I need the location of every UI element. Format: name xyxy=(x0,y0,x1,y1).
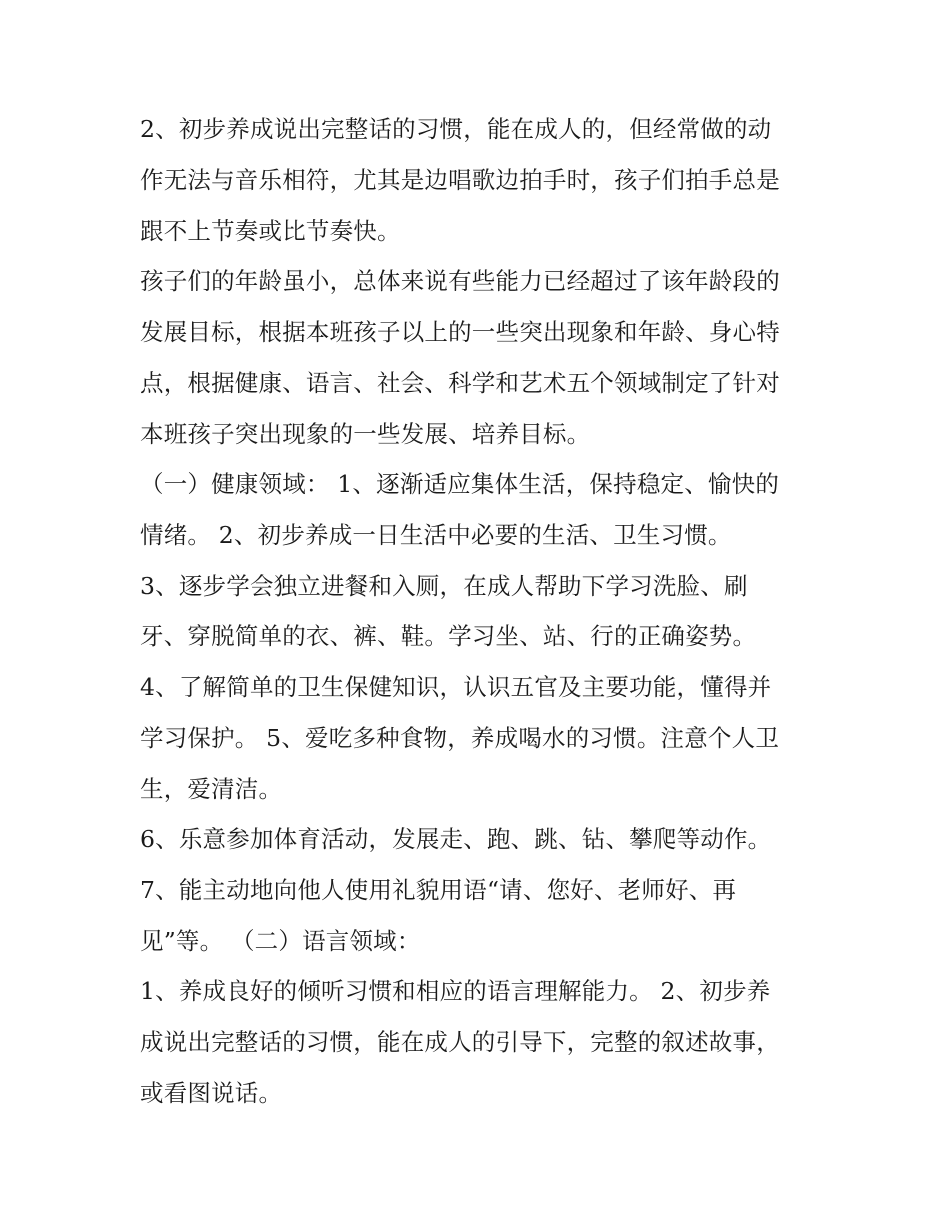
text-line: 见”等。 （二）语言领域： xyxy=(140,927,421,955)
text-line: 7、能主动地向他人使用礼貌用语“请、您好、老师好、再 xyxy=(140,876,737,904)
text-line: 牙、穿脱简单的衣、裤、鞋。学习坐、站、行的正确姿势。 xyxy=(140,622,757,650)
text-line: 1、养成良好的倾听习惯和相应的语言理解能力。 2、初步养 xyxy=(140,977,771,1005)
text-line: 发展目标，根据本班孩子以上的一些突出现象和年龄、身心特 xyxy=(140,318,780,346)
text-line: 作无法与音乐相符，尤其是边唱歌边拍手时，孩子们拍手总是 xyxy=(140,166,780,194)
text-line: 或看图说话。 xyxy=(140,1079,283,1107)
text-line: 成说出完整话的习惯，能在成人的引导下，完整的叙述故事， xyxy=(140,1028,780,1056)
text-line: 本班孩子突出现象的一些发展、培养目标。 xyxy=(140,420,591,448)
text-line: 学习保护。 5、爱吃多种食物，养成喝水的习惯。注意个人卫 xyxy=(140,724,780,752)
text-line: 生，爱清洁。 xyxy=(140,775,283,803)
text-line: （一）健康领域： 1、逐渐适应集体生活，保持稳定、愉快的 xyxy=(140,470,780,498)
text-line: 4、了解简单的卫生保健知识，认识五官及主要功能，懂得并 xyxy=(140,673,772,701)
text-line: 跟不上节奏或比节奏快。 xyxy=(140,217,401,245)
text-line: 孩子们的年龄虽小，总体来说有些能力已经超过了该年龄段的 xyxy=(140,267,780,295)
text-line: 6、乐意参加体育活动，发展走、跑、跳、钻、攀爬等动作。 xyxy=(140,825,772,853)
text-line: 2、初步养成说出完整话的习惯，能在成人的，但经常做的动 xyxy=(140,115,772,143)
text-line: 3、逐步学会独立进餐和入厕，在成人帮助下学习洗脸、刷 xyxy=(140,572,748,600)
text-line: 情绪。 2、初步养成一日生活中必要的生活、卫生习惯。 xyxy=(140,521,732,549)
text-line: 点，根据健康、语言、社会、科学和艺术五个领域制定了针对 xyxy=(140,369,780,397)
